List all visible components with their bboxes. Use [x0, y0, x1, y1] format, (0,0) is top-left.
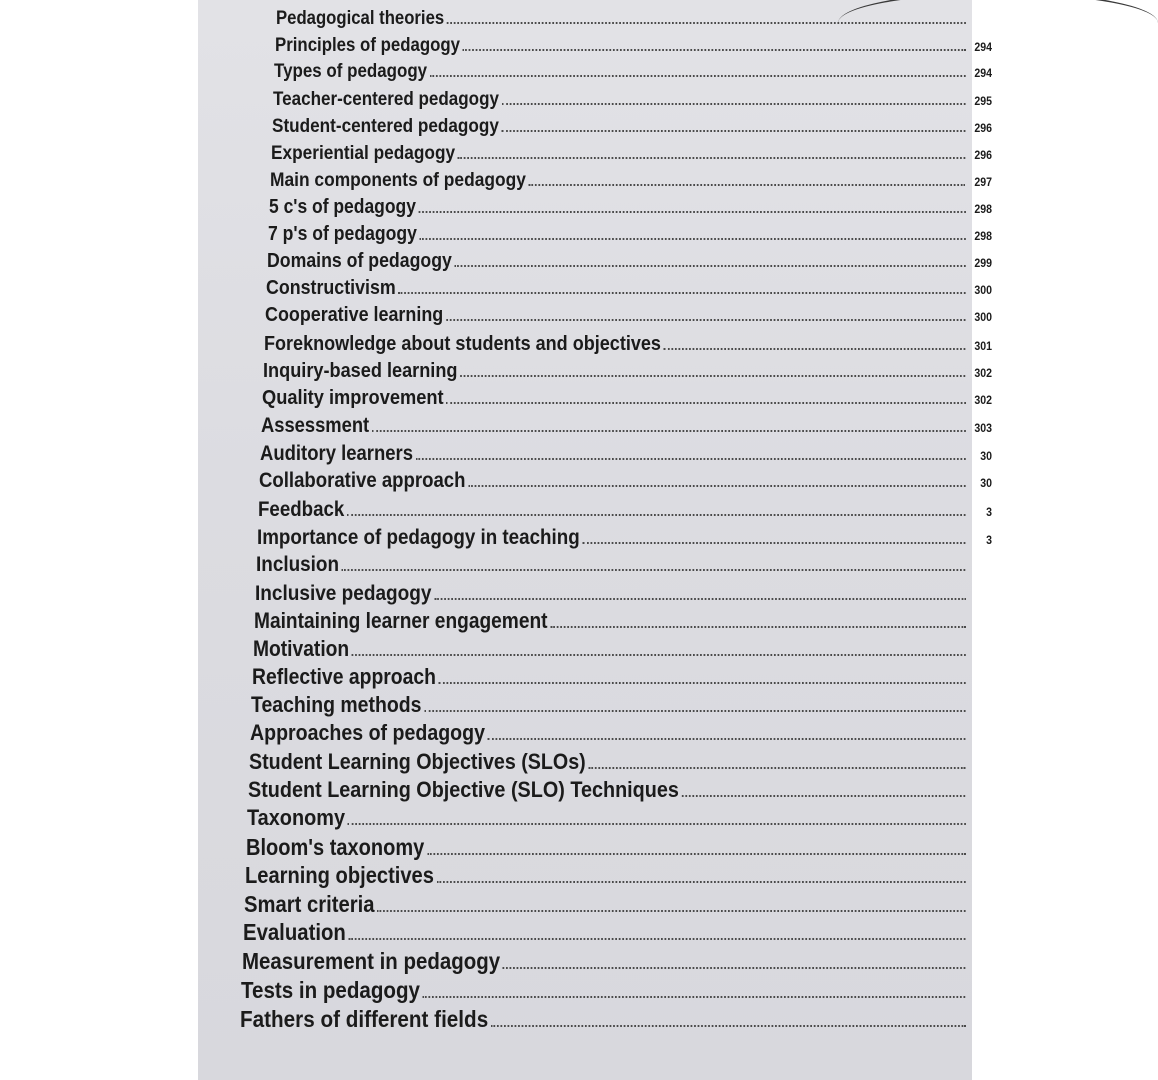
toc-entry-title: Importance of pedagogy in teaching	[257, 524, 580, 549]
toc-entry-page: 302	[974, 366, 992, 381]
toc-entry	[260, 442, 992, 466]
toc-entry	[243, 919, 992, 946]
dot-leader	[434, 598, 965, 600]
dot-leader	[430, 75, 966, 77]
dot-leader	[529, 184, 966, 186]
toc-entry	[259, 469, 992, 493]
toc-entry	[275, 35, 992, 57]
dot-leader	[503, 967, 966, 969]
dot-leader	[446, 319, 966, 321]
toc-entry	[249, 749, 992, 775]
dot-leader	[664, 348, 966, 350]
toc-entry	[244, 891, 992, 918]
dot-leader	[447, 22, 966, 24]
dot-leader	[502, 130, 966, 132]
toc-entry	[255, 580, 992, 606]
toc-entry-title: Constructivism	[266, 277, 396, 300]
dot-leader	[342, 569, 966, 571]
toc-entry	[263, 359, 992, 383]
toc-entry-title: Motivation	[253, 636, 350, 662]
dot-leader	[454, 265, 965, 267]
toc-entry-title: Tests in pedagogy	[241, 976, 420, 1003]
toc-entry-page: 299	[974, 255, 992, 270]
toc-entry	[262, 386, 992, 410]
toc-entry-title: Taxonomy	[247, 805, 346, 831]
toc-entry-title: Auditory learners	[260, 441, 414, 465]
dot-leader	[372, 430, 966, 432]
toc-entry-page: 3	[986, 532, 992, 547]
toc-entry-title: Evaluation	[243, 919, 346, 946]
toc-entry-page: 302	[974, 393, 992, 408]
toc-entry	[258, 497, 992, 522]
toc-entry-title: 7 p's of pedagogy	[268, 222, 417, 245]
dot-leader	[468, 485, 966, 487]
toc-entry	[266, 277, 992, 300]
toc-entry	[269, 196, 992, 219]
toc-entry	[268, 223, 992, 246]
toc-entry	[242, 948, 992, 975]
toc-entry-title: Smart criteria	[244, 890, 375, 917]
toc-entry-title: Teaching methods	[251, 692, 422, 718]
toc-entry-title: Student Learning Objective (SLO) Techniques	[248, 776, 679, 802]
toc-entry-title: Experiential pedagogy	[271, 141, 456, 164]
dot-leader	[427, 853, 966, 855]
toc-entry-page: 301	[974, 338, 992, 353]
toc-entry	[240, 1006, 992, 1033]
dot-leader	[491, 1025, 966, 1027]
toc-entry-page: 303	[974, 420, 992, 435]
dot-leader	[458, 157, 966, 159]
dot-leader	[352, 654, 966, 656]
dot-leader	[488, 738, 966, 740]
toc-entry-title: Student Learning Objectives (SLOs)	[249, 748, 586, 774]
book-page	[198, 0, 992, 1080]
toc-entry	[245, 862, 992, 889]
toc-entry	[257, 525, 992, 550]
dot-leader	[437, 881, 966, 883]
dot-leader	[588, 767, 965, 769]
toc-entry	[241, 977, 992, 1004]
dot-leader	[439, 682, 966, 684]
toc-entry-page: 294	[974, 39, 992, 54]
toc-entry-title: Domains of pedagogy	[267, 249, 452, 272]
toc-entry-page: 295	[974, 94, 992, 109]
toc-entry	[273, 88, 992, 111]
toc-entry-page: 297	[974, 174, 992, 189]
toc-entry	[252, 664, 992, 690]
toc-entry	[265, 304, 992, 327]
dot-leader	[463, 49, 966, 51]
toc-entry-title: Foreknowledge about students and objectives	[264, 331, 661, 355]
toc-entry-title: Fathers of different fields	[240, 1005, 489, 1032]
dot-leader	[348, 938, 965, 940]
toc-entry	[271, 142, 992, 165]
toc-entry	[267, 250, 992, 273]
toc-entry-page: 30	[980, 448, 992, 463]
toc-entry-title: Teacher-centered pedagogy	[273, 88, 499, 111]
toc-entry-page: 296	[974, 147, 992, 162]
dot-leader	[398, 292, 965, 294]
toc-entry	[270, 169, 992, 192]
toc-entry-title: Bloom's taxonomy	[246, 833, 425, 860]
toc-entry-title: Quality improvement	[262, 386, 444, 410]
toc-entry-title: Cooperative learning	[265, 304, 444, 327]
toc-entry-page: 298	[974, 201, 992, 216]
toc-entry-title: Pedagogical theories	[276, 8, 445, 29]
toc-entry	[264, 332, 992, 356]
dot-leader	[420, 238, 966, 240]
toc-entry-title: Reflective approach	[252, 664, 436, 690]
toc-entry	[272, 115, 992, 138]
toc-entry-title: Approaches of pedagogy	[250, 720, 486, 746]
toc-entry	[261, 414, 992, 438]
toc-entry-title: Learning objectives	[245, 862, 434, 889]
toc-entry	[246, 834, 992, 861]
toc-entry-page: 300	[974, 283, 992, 298]
toc-entry-title: Collaborative approach	[259, 469, 466, 493]
toc-entry-title: Types of pedagogy	[274, 61, 428, 83]
dot-leader	[347, 514, 966, 516]
toc-entry	[250, 720, 992, 746]
dot-leader	[550, 626, 965, 628]
dot-leader	[419, 211, 966, 213]
dot-leader	[377, 910, 965, 912]
toc-entry	[253, 636, 992, 662]
toc-entry	[276, 8, 992, 30]
toc-entry-page: 298	[974, 228, 992, 243]
toc-entry-title: Principles of pedagogy	[275, 34, 461, 56]
toc-entry-title: Main components of pedagogy	[270, 168, 526, 191]
toc-entry-title: Maintaining learner engagement	[254, 608, 548, 634]
toc-entry-page: 30	[980, 476, 992, 491]
toc-entry	[247, 805, 992, 831]
toc-entry-title: Inquiry-based learning	[263, 359, 458, 383]
dot-leader	[446, 402, 965, 404]
dot-leader	[348, 823, 966, 825]
toc-entry	[251, 692, 992, 718]
toc-entry-page: 300	[974, 310, 992, 325]
toc-entry-title: Feedback	[258, 496, 345, 521]
toc-entry-title: Inclusive pedagogy	[255, 580, 432, 606]
toc-entry-page: 3	[986, 504, 992, 519]
toc-entry	[274, 61, 992, 83]
toc-entry-title: Student-centered pedagogy	[272, 114, 499, 137]
toc-entry-page: 296	[974, 120, 992, 135]
dot-leader	[424, 710, 966, 712]
toc-entry-title: Assessment	[261, 413, 370, 437]
toc-entry-title: Inclusion	[256, 552, 340, 577]
toc-entry	[254, 608, 992, 634]
toc-entry	[256, 552, 992, 577]
dot-leader	[502, 103, 966, 105]
toc-entry-page: 294	[974, 66, 992, 81]
dot-leader	[682, 795, 966, 797]
toc-entry	[248, 777, 992, 803]
toc-entry-title: Measurement in pedagogy	[242, 948, 501, 975]
dot-leader	[423, 996, 966, 998]
dot-leader	[460, 375, 965, 377]
dot-leader	[582, 542, 965, 544]
toc-entry-title: 5 c's of pedagogy	[269, 195, 416, 218]
dot-leader	[416, 458, 966, 460]
